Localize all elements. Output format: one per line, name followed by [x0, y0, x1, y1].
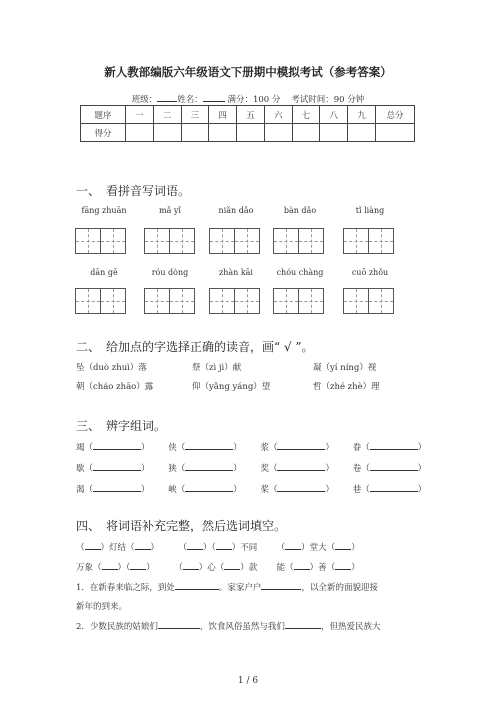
writing-grid[interactable] [75, 288, 126, 314]
pinyin-label: cuō zhǒu [351, 268, 389, 277]
section-4-heading: 四、 将词语补充完整，然后选词填空。 [76, 519, 287, 533]
score-cell: 七 [292, 106, 320, 124]
char-label: 峡（ [168, 485, 186, 495]
word-group-row [76, 441, 426, 453]
answer-blank[interactable] [158, 620, 200, 629]
section-2-heading: 二、 给加点的字选择正确的读音，画“ √ ”。 [76, 340, 314, 354]
paren: ） [233, 464, 242, 474]
text-fragment: ） [351, 543, 360, 553]
text-fragment: ） [150, 543, 160, 553]
paren: ） [141, 485, 150, 495]
char-label: 眷（ [352, 443, 370, 453]
score-table [80, 105, 415, 142]
answer-blank[interactable] [187, 541, 203, 550]
text-fragment: ）堂大（ [301, 543, 336, 553]
answer-blank[interactable] [175, 581, 219, 590]
class-blank[interactable] [157, 92, 177, 102]
score-cell: 六 [264, 106, 292, 124]
pinyin-label: róu dòng [151, 268, 189, 277]
reading-option[interactable]: 仰（yǎng yáng）望 [192, 382, 271, 392]
score-cell: 九 [348, 106, 376, 124]
score-cell: 四 [209, 106, 237, 124]
answer-blank[interactable] [93, 483, 141, 492]
pinyin-label: fāng zhuān [81, 206, 127, 215]
score-input[interactable] [292, 124, 320, 142]
class-label: 班级： [131, 95, 158, 105]
score-input[interactable] [320, 124, 348, 142]
char-label: 狭（ [168, 464, 186, 474]
writing-grid[interactable] [209, 288, 260, 314]
exam-time: 考试时间：90 分钟 [291, 95, 365, 105]
answer-blank[interactable] [277, 483, 325, 492]
answer-blank[interactable] [335, 541, 351, 550]
char-label: 巷（ [352, 485, 370, 495]
pinyin-label: bàn dǎo [283, 206, 317, 215]
score-input[interactable] [153, 124, 181, 142]
score-table-score-row [81, 124, 415, 142]
answer-blank[interactable] [370, 462, 418, 471]
answer-blank[interactable] [335, 561, 351, 570]
writing-grid[interactable] [209, 228, 260, 254]
score-input[interactable] [376, 124, 415, 142]
answer-blank[interactable] [183, 561, 199, 570]
answer-blank[interactable] [185, 483, 233, 492]
text-fragment: （ [276, 543, 286, 553]
paren: ） [233, 443, 242, 453]
text-fragment: ） [146, 563, 155, 573]
answer-blank[interactable] [93, 462, 141, 471]
answer-blank[interactable] [85, 541, 101, 550]
pinyin-label: zhàn kāi [218, 268, 253, 277]
score-table-header-row [81, 106, 415, 124]
reading-option[interactable]: 凝（yí níng）视 [313, 363, 377, 373]
answer-blank[interactable] [130, 561, 146, 570]
full-score: 满分：100 分 [227, 95, 281, 105]
char-label: 歇（ [76, 464, 94, 474]
paren: ） [417, 485, 427, 495]
writing-grid[interactable] [343, 228, 394, 254]
question-text: ，但热爱民族大 [320, 622, 381, 632]
section-3-heading: 三、 辨字组词。 [76, 419, 167, 433]
question-text: 。家家户户 [218, 583, 262, 593]
score-cell: 三 [181, 106, 209, 124]
name-blank[interactable] [203, 92, 225, 102]
answer-blank[interactable] [185, 441, 233, 450]
question-1 [76, 581, 378, 593]
reading-option[interactable]: 祭（zì jì）献 [192, 363, 242, 373]
text-fragment: ）灯结（ [100, 543, 135, 553]
text-fragment: 万象（ [76, 563, 102, 573]
pinyin-label: tǐ liàng [355, 206, 385, 215]
paren: ） [417, 464, 427, 474]
question-text: 1．在新春来临之际，到处 [76, 583, 175, 593]
answer-blank[interactable] [370, 483, 418, 492]
paren: ） [325, 464, 334, 474]
text-fragment: （ [174, 563, 183, 573]
score-cell: 二 [153, 106, 181, 124]
text-fragment: ）不同 [231, 543, 258, 553]
paren: ） [417, 443, 427, 453]
score-input[interactable] [348, 124, 376, 142]
paren: ） [325, 485, 334, 495]
text-fragment: ）心（ [198, 563, 225, 573]
answer-blank[interactable] [216, 541, 232, 550]
char-label: 奖（ [260, 464, 278, 474]
answer-blank[interactable] [261, 581, 301, 590]
char-label: 卷（ [352, 464, 370, 474]
paren: ） [141, 443, 150, 453]
word-group-row [76, 462, 426, 474]
writing-grid[interactable] [273, 288, 324, 314]
answer-blank[interactable] [285, 620, 321, 629]
score-cell: 题序 [81, 106, 126, 124]
paren: ） [233, 485, 242, 495]
writing-grid[interactable] [343, 288, 394, 314]
question-text: ，饮食风俗虽然与我们 [199, 622, 285, 632]
char-label: 桨（ [260, 485, 278, 495]
score-cell: 总分 [376, 106, 415, 124]
paren: ） [325, 443, 334, 453]
text-fragment: ） [351, 563, 360, 573]
char-label: 侠（ [168, 443, 186, 453]
score-input[interactable] [209, 124, 237, 142]
answer-blank[interactable] [102, 561, 118, 570]
text-fragment: （ [76, 543, 85, 553]
pinyin-label: mǎ yǐ [159, 206, 181, 215]
score-input[interactable] [237, 124, 265, 142]
paren: ） [141, 464, 150, 474]
writing-grid[interactable] [75, 228, 126, 254]
text-fragment: 能（ [276, 563, 294, 573]
section-1-heading: 一、 看拼音写词语。 [76, 184, 191, 198]
pinyin-label: dān gē [90, 268, 118, 277]
text-fragment: （ [178, 543, 187, 553]
writing-grid[interactable] [273, 228, 324, 254]
score-cell: 五 [237, 106, 265, 124]
answer-blank[interactable] [285, 541, 301, 550]
score-cell: 八 [320, 106, 348, 124]
reading-option[interactable]: 哲（zhé zhè）理 [313, 382, 380, 392]
score-input[interactable] [264, 124, 292, 142]
answer-blank[interactable] [294, 561, 310, 570]
idiom-row [76, 541, 360, 553]
answer-blank[interactable] [277, 462, 325, 471]
page-title: 新人教部编版六年级语文下册期中模拟考试（参考答案） [104, 65, 392, 79]
char-label: 浆（ [260, 443, 278, 453]
idiom-row [76, 561, 360, 573]
answer-blank[interactable] [185, 462, 233, 471]
question-2 [76, 620, 380, 632]
text-fragment: ）款 [240, 563, 258, 573]
pinyin-label: niǎn dǎo [218, 206, 254, 215]
answer-blank[interactable] [93, 441, 141, 450]
name-label: 姓名： [177, 95, 203, 105]
question-text: ，以全新的面貌迎接 [301, 583, 378, 593]
char-label: 竭（ [76, 443, 94, 453]
score-cell: 一 [126, 106, 154, 124]
score-label: 得分 [81, 124, 126, 142]
reading-option[interactable]: 朝（cháo zhāo）露 [76, 382, 154, 392]
score-input[interactable] [126, 124, 154, 142]
exam-info [0, 92, 496, 105]
text-fragment: ）善（ [309, 563, 336, 573]
answer-blank[interactable] [224, 561, 240, 570]
writing-grid[interactable] [144, 228, 195, 254]
score-input[interactable] [181, 124, 209, 142]
answer-blank[interactable] [277, 441, 325, 450]
page-number: 1 / 6 [237, 676, 259, 686]
word-group-row [76, 483, 426, 495]
text-fragment: ）（ [117, 563, 131, 573]
char-label: 渴（ [76, 485, 94, 495]
answer-blank[interactable] [135, 541, 151, 550]
answer-blank[interactable] [370, 441, 418, 450]
reading-option[interactable]: 坠（duò zhuì）落 [76, 363, 147, 373]
writing-grid[interactable] [144, 288, 195, 314]
text-fragment: ）（ [202, 543, 216, 553]
question-text: 2．少数民族的姑娘们 [76, 622, 158, 632]
pinyin-label: chóu chàng [276, 268, 324, 277]
question-1-cont: 新年的到来。 [76, 602, 128, 612]
